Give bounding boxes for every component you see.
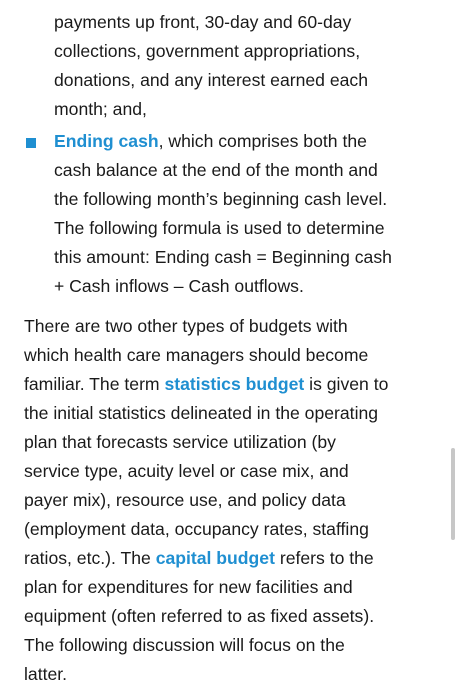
list-text-line: collections, government appropriations, <box>54 41 361 61</box>
list-text-line: donations, and any interest earned each <box>54 70 368 90</box>
scrollbar[interactable] <box>451 448 455 540</box>
ending-cash-term: Ending cash <box>54 131 159 151</box>
paragraph-line: There are two other types of budgets with <box>24 316 348 336</box>
statistics-budget-term: statistics budget <box>164 374 305 394</box>
paragraph-line: equipment (often referred to as fixed assets). <box>24 606 375 626</box>
paragraph-line: plan for expenditures for new facilities and <box>24 577 353 597</box>
bullet-text-line: + Cash inflows – Cash outflows. <box>54 276 304 296</box>
paragraph-text: is given to <box>304 374 389 394</box>
paragraph-line <box>24 548 374 568</box>
capital-budget-term: capital budget <box>155 548 275 568</box>
paragraph-line: (employment data, occupancy rates, staffing <box>24 519 369 539</box>
paragraph-line: payer mix), resource use, and policy data <box>24 490 346 510</box>
bullet-text-line: cash balance at the end of the month and <box>54 160 378 180</box>
bullet-text-line: this amount: Ending cash = Beginning cash <box>54 247 392 267</box>
paragraph-line: latter. <box>24 664 68 684</box>
bullet-first-line-rest: , which comprises both the <box>158 131 367 151</box>
bullet-text-line: the following month’s beginning cash level. <box>54 189 388 209</box>
bullet-first-line <box>54 131 367 151</box>
paragraph-line: service type, acuity level or case mix, and <box>24 461 349 481</box>
paragraph-text: ratios, etc.). The <box>24 548 156 568</box>
paragraph-line: which health care managers should become <box>24 345 369 365</box>
paragraph-line: The following discussion will focus on the <box>24 635 345 655</box>
paragraph-line <box>24 374 388 394</box>
paragraph-text: familiar. The term <box>24 374 165 394</box>
list-text-line: payments up front, 30-day and 60-day <box>54 12 352 32</box>
bullet-square-icon <box>26 138 36 148</box>
list-text-line: month; and, <box>54 99 147 119</box>
paragraph-text: refers to the <box>274 548 374 568</box>
paragraph-line: plan that forecasts service utilization (by <box>24 432 336 452</box>
paragraph-line: the initial statistics delineated in the operating <box>24 403 379 423</box>
bullet-text-line: The following formula is used to determine <box>54 218 385 238</box>
